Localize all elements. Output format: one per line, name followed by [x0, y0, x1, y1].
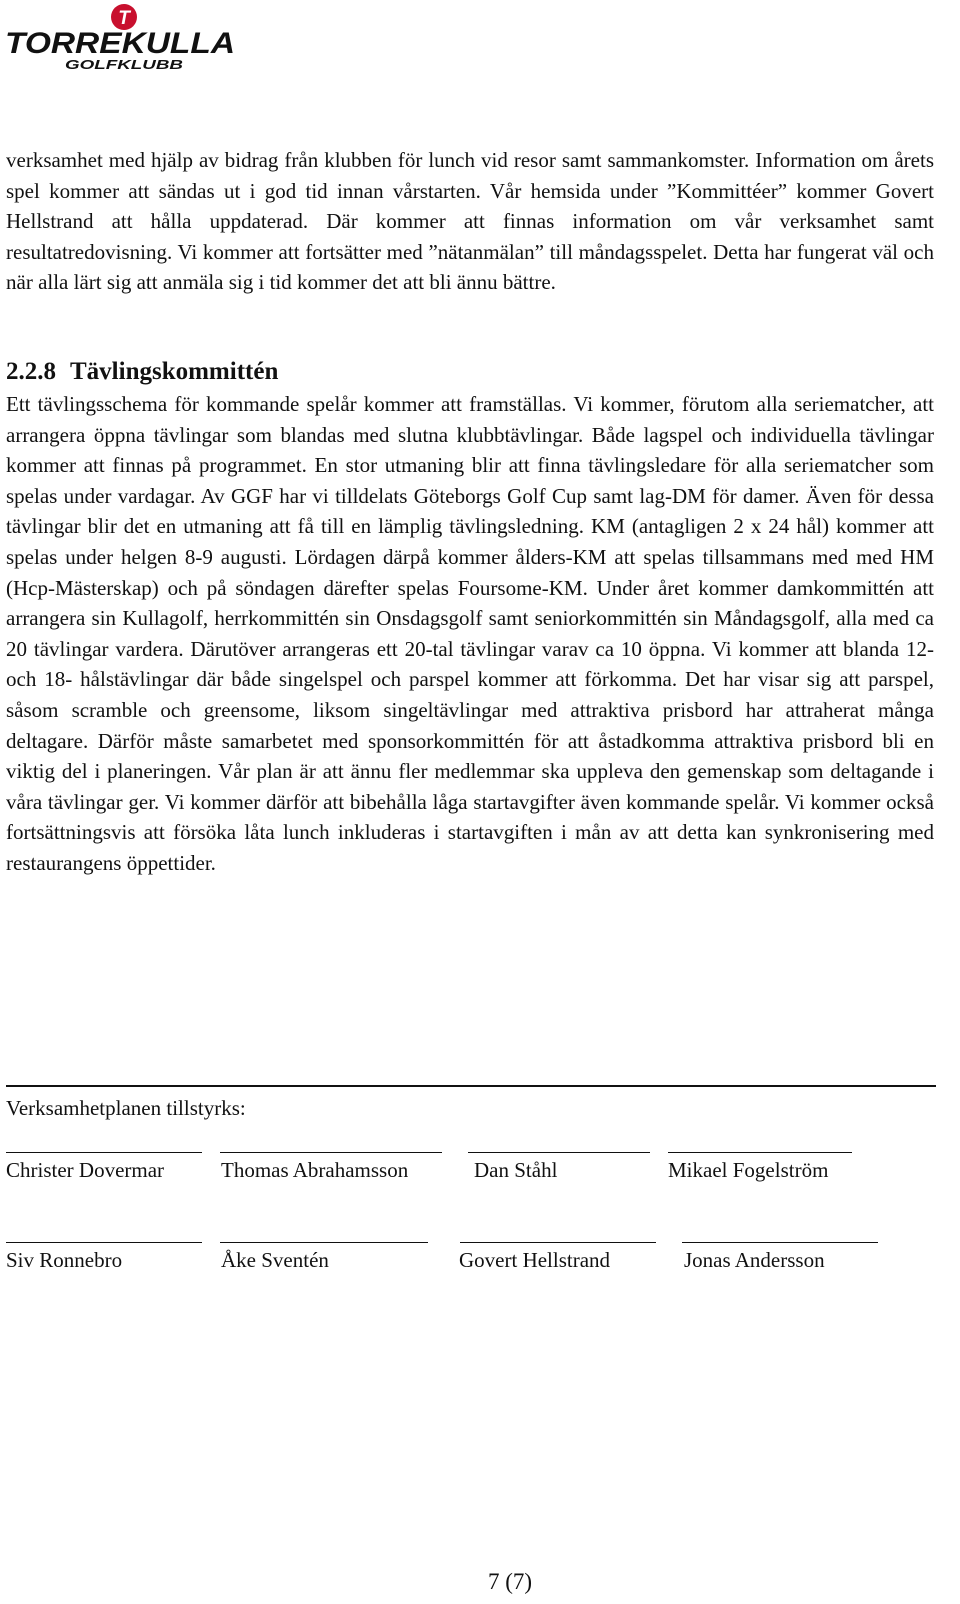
section-heading	[6, 355, 278, 389]
paragraph-intro: verksamhet med hjälp av bidrag från klubben för lunch vid resor samt sammankomster. Information om årets spel kommer att sändas ut i god tid innan vårstarten. Vår hemsida under ”Kommittéer” kommer Govert Hellstrand att hålla uppdaterad. Där kommer att finnas information om vår verksamhet samt resultatredovisning. Vi kommer att fortsätter med ”nätanmälan” till måndagsspelet. Detta har fungerat väl och när alla lärt sig att anmäla sig i tid kommer det att bli ännu bättre.	[6, 148, 934, 295]
signature-line	[220, 1242, 428, 1243]
page-number: 7 (7)	[487, 1569, 533, 1594]
signature-line	[6, 1242, 202, 1243]
approval-divider	[6, 1085, 936, 1087]
logo-name: TORREKULLA	[5, 27, 235, 60]
signature-line	[6, 1152, 202, 1153]
signatory-name: Åke Sventén	[221, 1248, 329, 1272]
signatory-name: Siv Ronnebro	[6, 1248, 123, 1272]
signatory-name: Christer Dovermar	[6, 1158, 165, 1182]
logo-subtitle: GOLFKLUBB	[65, 57, 183, 72]
signatory-name: Dan Ståhl	[474, 1158, 558, 1182]
paragraph-competition: Ett tävlingsschema för kommande spelår kommer att framställas. Vi kommer, förutom alla seriematcher, att arrangera öppna tävlingar som blandas med slutna klubbtävlingar. Både lagspel och individuella tävlingar kommer att finnas på programmet. En stor utmaning blir att finna tävlingsledare för alla seriematcher som spelas under vardagar. Av GGF har vi tilldelats Göteborgs Golf Cup samt lag-DM för damer. Även för dessa tävlingar blir det en utmaning att få till en lämplig tävlingsledning. KM (antagligen 2 x 24 hål) kommer att spelas under helgen 8-9 augusti. Lördagen därpå kommer ålders-KM att spelas tillsammans med med HM (Hcp-Mästerskap) och på söndagen därefter spelas Foursome-KM. Under året kommer damkommittén att arrangera sin Kullagolf, herrkommittén sin Onsdagsgolf samt seniorkommittén sin Måndagsgolf, alla med ca 20 tävlingar vardera. Därutöver arrangeras ett 20-tal tävlingar varav ca 10 öppna. Vi kommer att blanda 12- och 18- hålstävlingar där både singelspel och parspel kommer att förkomma. Det har visar sig att parspel, såsom scramble och greensome, liksom singeltävlingar med attraktiva prisbord har attraherat många deltagare. Därför måste samarbetet med sponsorkommittén för att åstadkomma attraktiva prisbord bli en viktig del i planeringen. Vår plan är att ännu fler medlemmar ska uppleva den gemenskap som deltagande i våra tävlingar ger. Vi kommer därför att bibehålla låga startavgifter även kommande spelår. Vi kommer också fortsättningsvis att försöka låta lunch inkluderas i startavgiften i mån av att detta kan synkronisering med restaurangens öppettider.	[6, 392, 934, 875]
signatory-name: Mikael Fogelström	[668, 1158, 829, 1182]
signatory-name: Thomas Abrahamsson	[221, 1158, 409, 1182]
logo-mark-letter: T	[118, 8, 130, 29]
signature-line	[668, 1152, 852, 1153]
signature-line	[460, 1242, 656, 1243]
section-title: Tävlingskommittén	[70, 358, 279, 385]
approval-label: Verksamhetplanen tillstyrks:	[6, 1096, 246, 1120]
signature-line	[468, 1152, 650, 1153]
signatory-name: Jonas Andersson	[684, 1248, 825, 1272]
signature-line	[220, 1152, 442, 1153]
signatory-name: Govert Hellstrand	[459, 1248, 611, 1272]
section-number: 2.2.8	[6, 358, 56, 385]
club-logo	[3, 2, 239, 72]
signature-line	[682, 1242, 878, 1243]
